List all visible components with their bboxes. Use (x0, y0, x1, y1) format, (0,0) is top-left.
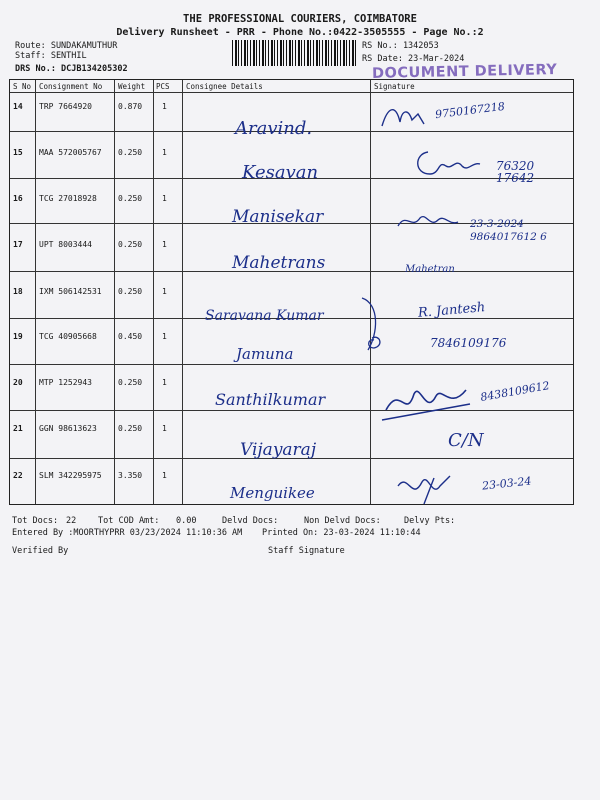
verified-by-label: Verified By (12, 546, 69, 556)
tot-docs-label: Tot Docs: (12, 516, 59, 526)
signature-note: C/N (448, 430, 484, 451)
consignee-name: Menguikee (230, 484, 315, 502)
row-sno: 17 (13, 240, 23, 249)
row-divider (10, 410, 573, 411)
row-consignment: TCG 27018928 (39, 194, 97, 203)
row-sno: 16 (13, 194, 23, 203)
row-sno: 18 (13, 287, 23, 296)
route-label: Route: SUNDAKAMUTHUR (15, 41, 118, 51)
row-consignment: UPT 8003444 (39, 240, 92, 249)
consignee-name: Saravana Kumar (205, 308, 324, 324)
runsheet-title: Delivery Runsheet - PRR - Phone No.:0422-3505555 - Page No.:2 (116, 27, 484, 38)
col-divider (370, 80, 371, 504)
row-consignment: TCG 40905668 (39, 332, 97, 341)
consignee-name: Aravind. (235, 118, 313, 139)
signature-note: R. Jantesh (417, 300, 486, 321)
signature-note: Mahetran (405, 264, 455, 275)
entered-by: Entered By :MOORTHYPRR 03/23/2024 11:10:36 AM (12, 528, 243, 538)
col-divider (114, 80, 115, 504)
row-pcs: 1 (162, 424, 167, 433)
signature-scribble (378, 100, 438, 132)
row-weight: 0.450 (118, 332, 143, 341)
col-divider (35, 80, 36, 504)
row-sno: 15 (13, 148, 23, 157)
barcode (232, 40, 356, 66)
signature-note: 23-03-24 (481, 474, 532, 493)
row-pcs: 1 (162, 471, 167, 480)
col-divider (182, 80, 183, 504)
signature-scribble (394, 206, 474, 234)
row-consignment: TRP 7664920 (39, 102, 92, 111)
staff-signature-label: Staff Signature (268, 546, 345, 556)
row-consignment: MAA 572005767 (39, 148, 102, 157)
row-consignment: GGN 98613623 (39, 424, 97, 433)
tot-cod-label: Tot COD Amt: (98, 516, 160, 526)
row-pcs: 1 (162, 148, 167, 157)
non-delvd-docs-label: Non Delvd Docs: (304, 516, 381, 526)
row-pcs: 1 (162, 102, 167, 111)
tot-cod-value: 0.00 (176, 516, 197, 526)
row-weight: 0.250 (118, 148, 143, 157)
signature-scribble (394, 468, 474, 508)
header-divider (10, 92, 573, 93)
delvd-docs-label: Delvd Docs: (222, 516, 279, 526)
row-pcs: 1 (162, 240, 167, 249)
row-pcs: 1 (162, 332, 167, 341)
row-weight: 0.250 (118, 240, 143, 249)
company-title: THE PROFESSIONAL COURIERS, COIMBATORE (183, 13, 417, 25)
row-consignment: IXM 506142531 (39, 287, 102, 296)
row-weight: 0.250 (118, 287, 143, 296)
row-weight: 0.250 (118, 378, 143, 387)
row-weight: 0.250 (118, 424, 143, 433)
signature-scribble (350, 294, 390, 354)
col-header-consignee: Consignee Details (186, 82, 263, 91)
signature-scribble (380, 380, 476, 426)
consignee-name: Jamuna (236, 345, 294, 363)
row-sno: 20 (13, 378, 23, 387)
signature-note: 7846109176 (430, 336, 507, 350)
staff-label: Staff: SENTHIL (15, 51, 87, 61)
col-header-pcs: PCS (156, 82, 170, 91)
signature-note: 9750167218 (434, 99, 506, 122)
col-header-sno: S No (13, 82, 32, 91)
delivery-table (9, 79, 574, 505)
row-weight: 0.870 (118, 102, 143, 111)
col-header-signature: Signature (374, 82, 415, 91)
col-header-consignment: Consignment No (39, 82, 103, 91)
signature-note: 23-3-2024 9864017612 6 (470, 218, 547, 243)
signature-note: 8438109612 (479, 379, 551, 404)
rs-number: RS No.: 1342053 (362, 41, 439, 51)
rs-date: RS Date: 23-Mar-2024 (362, 54, 465, 64)
row-pcs: 1 (162, 287, 167, 296)
row-consignment: MTP 1252943 (39, 378, 92, 387)
drs-number: DRS No.: DCJB134205302 (15, 64, 128, 74)
row-pcs: 1 (162, 194, 167, 203)
consignee-name: Kesavan (242, 162, 319, 183)
delvy-pts-label: Delvy Pts: (404, 516, 456, 526)
row-weight: 0.250 (118, 194, 143, 203)
signature-note: 76320 17642 (496, 159, 535, 185)
consignee-name: Vijayaraj (240, 440, 317, 460)
col-header-weight: Weight (118, 82, 146, 91)
signature-scribble (410, 144, 490, 180)
row-sno: 19 (13, 332, 23, 341)
row-weight: 3.350 (118, 471, 143, 480)
col-divider (153, 80, 154, 504)
consignee-name: Manisekar (232, 207, 324, 227)
row-sno: 21 (13, 424, 23, 433)
tot-docs-value: 22 (66, 516, 77, 526)
row-divider (10, 364, 573, 365)
row-sno: 14 (13, 102, 23, 111)
consignee-name: Santhilkumar (215, 390, 326, 409)
row-sno: 22 (13, 471, 23, 480)
printed-on: Printed On: 23-03-2024 11:10:44 (262, 528, 421, 538)
row-consignment: SLM 342295975 (39, 471, 102, 480)
row-pcs: 1 (162, 378, 167, 387)
consignee-name: Mahetrans (232, 253, 326, 273)
document-delivery-stamp: DOCUMENT DELIVERY (371, 62, 558, 82)
